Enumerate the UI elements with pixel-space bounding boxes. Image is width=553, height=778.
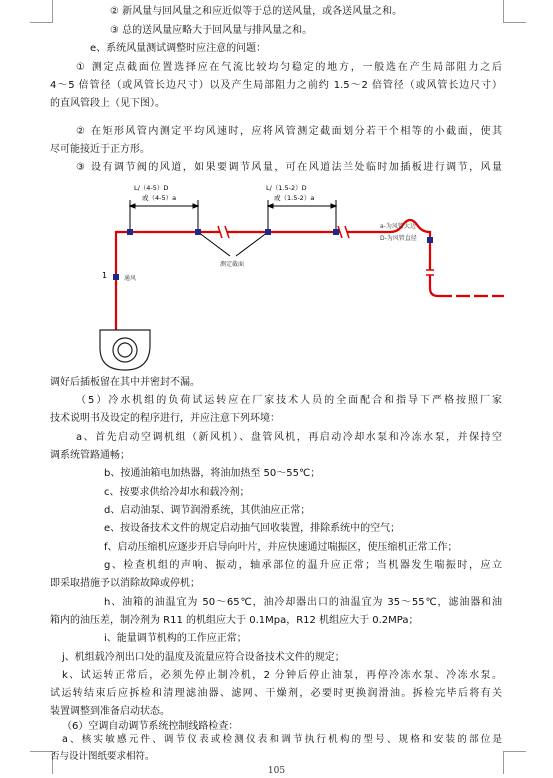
- text-line: 装置调整到准备启动状态。: [50, 706, 170, 717]
- text-line: （5）冷水机组的负荷试运转应在厂家技术人员的全面配合和指导下严格按照厂家: [76, 395, 502, 406]
- legend-line-1: a-为风管大边: [380, 223, 416, 230]
- text-line: 的直风管段上（见下图）。: [50, 98, 165, 109]
- text-line: f、启动压缩机应逐步开启导向叶片，并应快速通过喘振区，使压缩机正常工作；: [104, 542, 458, 553]
- dimension-lines: [130, 200, 336, 256]
- text-line: 调好后插板留在其中并密封不漏。: [50, 377, 200, 388]
- text-line: 调系统管路通畅；: [50, 450, 130, 461]
- text-line: ③ 总的送风量应略大于回风量与排风量之和。: [110, 25, 313, 36]
- side-mark: 1: [102, 271, 108, 280]
- text-line: a、核实敏感元件、调节仪表或检测仪表和调节执行机构的型号、规格和安装的部位是: [62, 734, 502, 745]
- text-line: b、按通油箱电加热器，将油加热至 50～55℃；: [104, 468, 321, 479]
- text-line: g、检查机组的声响、振动，轴承部位的温升应正常；当机器发生喘振时，应立: [104, 560, 502, 571]
- text-line: ③ 设有调节阀的风道，如果要调节风量，可在风道法兰处临时加插板进行调节，风量: [76, 162, 502, 173]
- text-line: 试运转结束后应拆检和清理滤油器、滤网、干燥剂，必要时更换润滑油。拆检完毕后将有关: [50, 688, 502, 699]
- text-line: a、首先启动空调机组（新风机）、盘管风机，再启动冷却水泵和冷冻水泵，并保持空: [76, 432, 502, 443]
- fan-icon: [100, 330, 150, 370]
- text-line: 技术说明书及设定的程序进行，并应注意下列环境：: [50, 413, 280, 424]
- text-line: c、按要求供给冷却水和载冷剂；: [104, 487, 250, 498]
- text-line: ② 在矩形风管内测定平均风速时，应将风管测定截面划分若干个相等的小截面，使其: [76, 126, 502, 137]
- legend-line-2: D-为风管直径: [380, 235, 417, 242]
- fan-label: 通风: [124, 275, 137, 282]
- text-line: 箱内的油压差，制冷剂为 R11 的机组应大于 0.1Mpa，R12 机组应大于 0.2MPa；: [50, 615, 419, 626]
- dim-label-left-2: 或（4-5）a: [142, 194, 177, 202]
- text-line: k、试运转正常后，必须先停止制冷机，2 分钟后停止油泵，再停冷冻水泵、冷冻水泵。: [62, 670, 502, 681]
- dim-label-left-1: L/（4-5）D: [134, 184, 169, 192]
- text-line: 尽可能接近于正方形。: [50, 144, 150, 155]
- text-line: 4～5 倍管径（或风管长边尺寸）以及产生局部阻力之前约 1.5～2 倍管径（或风管长边尺寸）: [50, 80, 502, 91]
- text-line: e、按设备技术文件的规定启动抽气回收装置，排除系统中的空气；: [104, 523, 401, 534]
- text-line: j、机组载冷剂出口处的温度及流量应符合设备技术文件的规定；: [62, 652, 345, 663]
- text-line: h、油箱的油温宜为 50～65℃，油冷却器出口的油温宜为 35～55℃，滤油器和油: [104, 597, 502, 608]
- text-line: ② 新风量与回风量之和应近似等于总的送风量，或各送风量之和。: [110, 6, 403, 17]
- text-line: 否与设计图纸要求相符。: [50, 751, 155, 762]
- text-line: i、能量调节机构的工作应正常；: [104, 633, 247, 644]
- text-line: （6）空调自动调节系统控制线路检查：: [62, 721, 239, 732]
- crop-mark-top-right: [503, 0, 526, 23]
- dim-label-right-2: 或（1.5-2）a: [274, 194, 315, 202]
- text-line: 即采取措施予以消除故障或停机；: [50, 578, 200, 589]
- duct-measurement-diagram: [90, 170, 510, 375]
- dim-label-right-1: L/（1.5-2）D: [266, 184, 307, 192]
- text-line: ① 测定点截面位置选择应在气流比较均匀稳定的地方，一般选在产生局部阻力之后: [76, 62, 502, 73]
- text-line: e、系统风量测试调整时应注意的问题：: [90, 43, 267, 54]
- break-marks: [218, 226, 434, 275]
- duct-lines: [116, 220, 504, 330]
- page-number: 105: [267, 766, 286, 776]
- crop-mark-top-left: [30, 0, 53, 23]
- text-line: d、启动油泵、调节润滑系统，其供油应正常；: [104, 505, 311, 516]
- section-label: 测定截面: [220, 261, 245, 268]
